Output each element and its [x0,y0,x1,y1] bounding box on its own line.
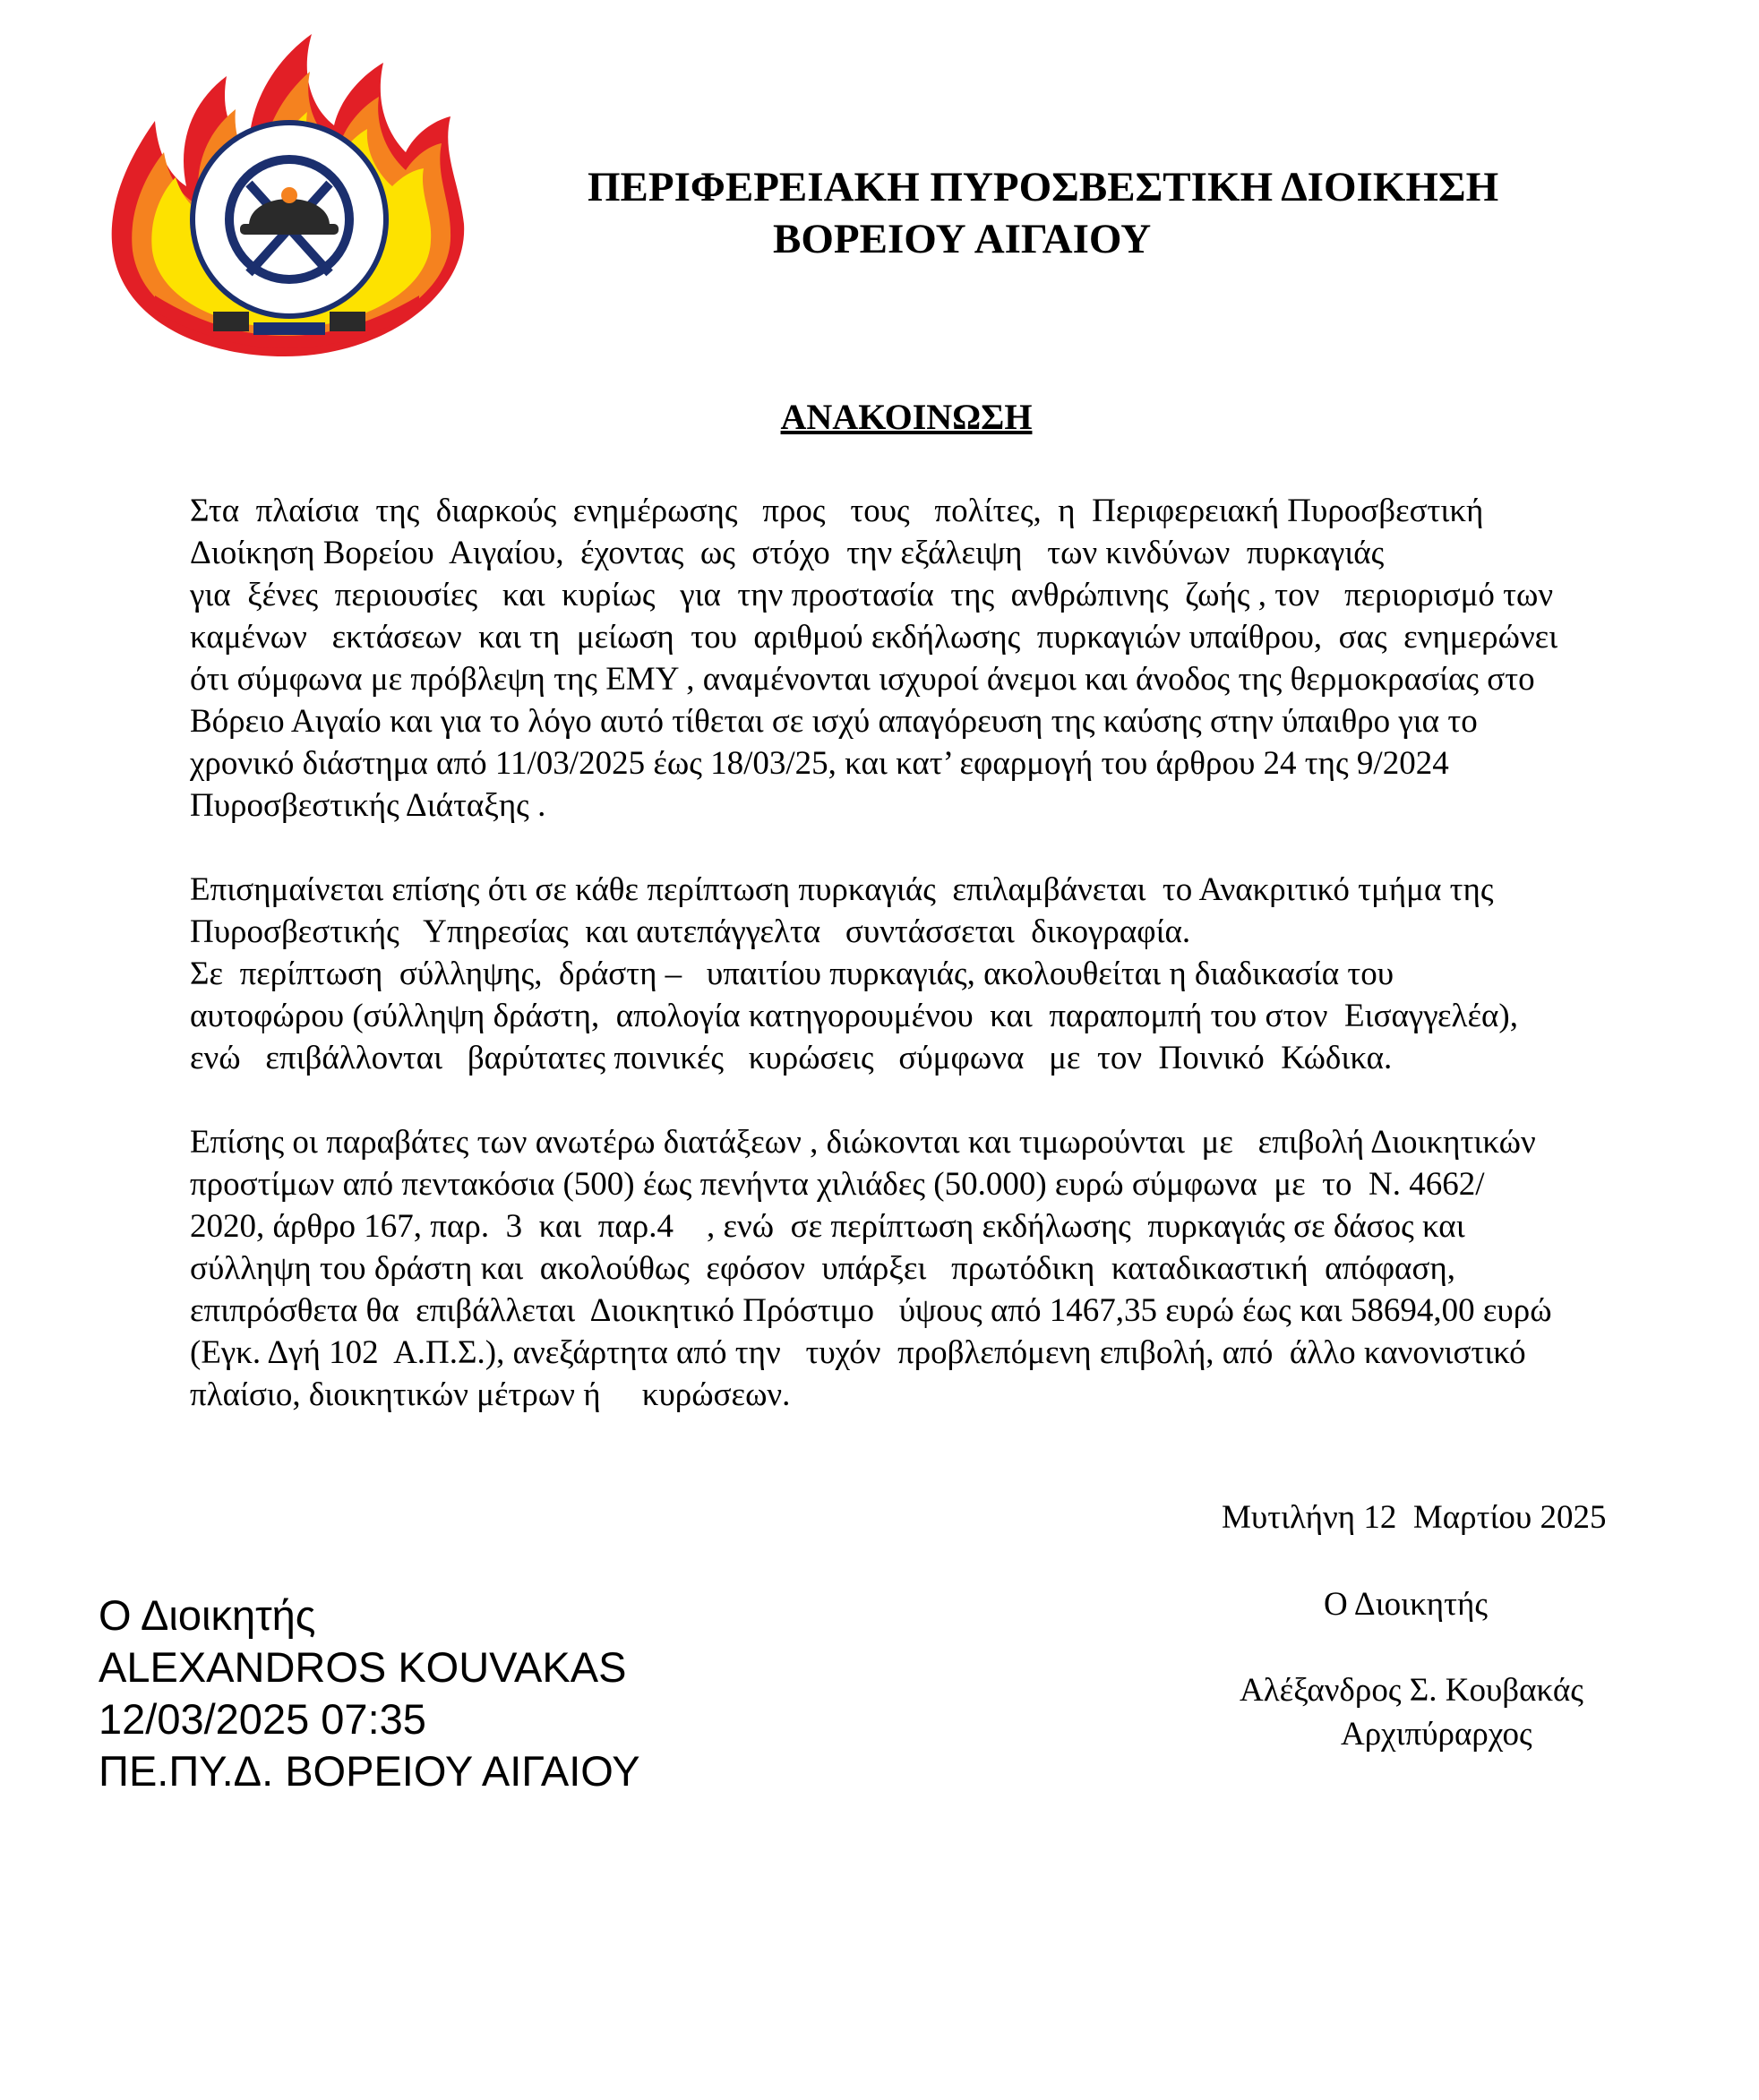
place-date: Μυτιλήνη 12 Μαρτίου 2025 [1222,1499,1607,1536]
paragraph-line: Πυροσβεστικής Διάταξης . [190,787,546,824]
announcement-title: ΑΝΑΚΟΙΝΩΣΗ [780,397,1033,437]
signatory-role: Ο Διοικητής [1324,1586,1488,1623]
stamp-name: ALEXANDROS KOUVAKAS [99,1643,627,1691]
stamp-datetime: 12/03/2025 07:35 [99,1695,426,1743]
stamp-role: Ο Διοικητής [99,1591,316,1639]
header-title-line1: ΠΕΡΙΦΕΡΕΙΑΚΗ ΠΥΡΟΣΒΕΣΤΙΚΗ ΔΙΟΙΚΗΣΗ [588,164,1499,210]
paragraph-line: καμένων εκτάσεων και τη μείωση του αριθμού εκδήλωσης πυρκαγιών υπαίθρου, σας ενημερώνει [190,619,1558,656]
paragraph-line: ότι σύμφωνα με πρόβλεψη της ΕΜΥ , αναμένονται ισχυροί άνεμοι και άνοδος της θερμοκρασίας στο [190,661,1535,698]
paragraph-gap [190,1079,1730,1121]
paragraph-2 [190,869,1730,1079]
signatory-rank: Αρχιπύραρχος [1341,1716,1532,1753]
fire-service-emblem-icon [106,27,468,363]
stamp-unit: ΠΕ.ΠΥ.Δ. ΒΟΡΕΙΟΥ ΑΙΓΑΙΟΥ [99,1747,640,1795]
announcement-body [190,490,1730,1416]
paragraph-line: πλαίσιο, διοικητικών μέτρων ή κυρώσεων. [190,1376,791,1413]
paragraph-line: Στα πλαίσια της διαρκούς ενημέρωσης προς τους πολίτες, η Περιφερειακή Πυροσβεστική [190,493,1484,529]
paragraph-line: Διοίκηση Βορείου Αιγαίου, έχοντας ως στόχο την εξάλειψη των κινδύνων πυρκαγιάς [190,535,1385,571]
paragraph-line: Σε περίπτωση σύλληψης, δράστη – υπαιτίου πυρκαγιάς, ακολουθείται η διαδικασία του [190,956,1394,992]
header-title-line2: ΒΟΡΕΙΟΥ ΑΙΓΑΙΟΥ [773,216,1152,262]
paragraph-line: ενώ επιβάλλονται βαρύτατες ποινικές κυρώσεις σύμφωνα με τον Ποινικό Κώδικα. [190,1040,1393,1076]
paragraph-3 [190,1121,1730,1416]
paragraph-line: Βόρειο Αιγαίο και για το λόγο αυτό τίθεται σε ισχύ απαγόρευση της καύσης στην ύπαιθρο για το [190,703,1478,740]
paragraph-line: σύλληψη του δράστη και ακολούθως εφόσον υπάρξει πρωτόδικη καταδικαστική απόφαση, [190,1250,1455,1287]
paragraph-line: Πυροσβεστικής Υπηρεσίας και αυτεπάγγελτα συντάσσεται δικογραφία. [190,913,1191,950]
paragraph-line: (Εγκ. Δγή 102 Α.Π.Σ.), ανεξάρτητα από την τυχόν προβλεπόμενη επιβολή, από άλλο κανονιστικό [190,1334,1526,1371]
paragraph-line: Επίσης οι παραβάτες των ανωτέρω διατάξεων , διώκονται και τιμωρούνται με επιβολή Διοικητικών [190,1124,1536,1161]
paragraph-1 [190,490,1730,827]
paragraph-line: προστίμων από πεντακόσια (500) έως πενήντα χιλιάδες (50.000) ευρώ σύμφωνα με το Ν. 4662/ [190,1166,1485,1203]
signatory-name: Αλέξανδρος Σ. Κουβακάς [1240,1672,1583,1709]
paragraph-line: Επισημαίνεται επίσης ότι σε κάθε περίπτωση πυρκαγιάς επιλαμβάνεται το Ανακριτικό τμήμα της [190,871,1494,908]
paragraph-line: χρονικό διάστημα από 11/03/2025 έως 18/03/25, και κατ’ εφαρμογή του άρθρου 24 της 9/2024 [190,745,1449,782]
fire-service-logo [106,27,468,363]
paragraph-line: αυτοφώρου (σύλληψη δράστη, απολογία κατηγορουμένου και παραπομπή του στον Εισαγγελέα), [190,998,1518,1034]
paragraph-gap [190,827,1730,869]
digital-signature-stamp [99,1590,640,1797]
paragraph-line: για ξένες περιουσίες και κυρίως για την προστασία της ανθρώπινης ζωής , τον περιορισμό των [190,577,1554,613]
paragraph-line: 2020, άρθρο 167, παρ. 3 και παρ.4 , ενώ σε περίπτωση εκδήλωσης πυρκαγιάς σε δάσος και [190,1208,1465,1245]
paragraph-line: επιπρόσθετα θα επιβάλλεται Διοικητικό Πρόστιμο ύψους από 1467,35 ευρώ έως και 58694,00 ευρώ [190,1292,1552,1329]
header-title [502,161,1576,265]
